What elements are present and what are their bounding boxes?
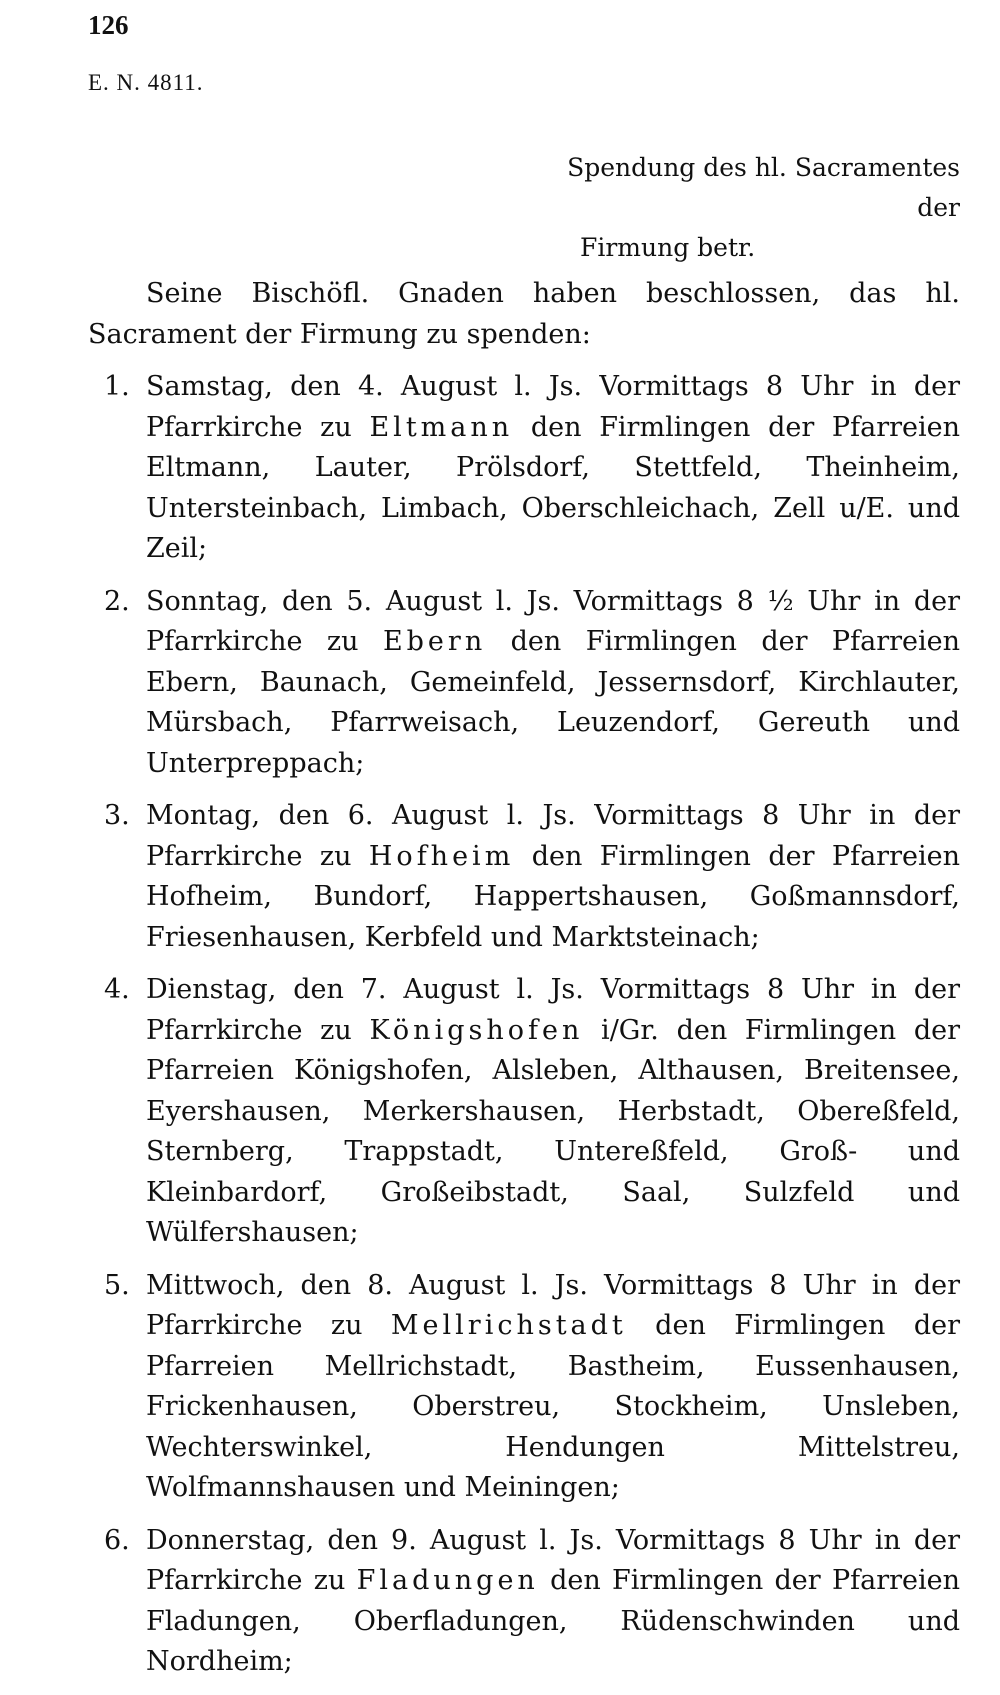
schedule-item (88, 582, 960, 785)
item-text-before: Samstag, den 4. August l. Js. Vormittags 8 Uhr in der Pfarrkirche zu (146, 371, 960, 443)
item-number: 4. (104, 974, 130, 1005)
item-text (146, 367, 960, 570)
item-place: Eltmann (369, 411, 514, 443)
item-number: 2. (104, 585, 130, 617)
item-text-after: den Firmlingen der Pfarreien Ebern, Baunach, Gemeinfeld, Jessernsdorf, Kirchlauter, Mürsbach, Pfarrweisach, Leuzendorf, Gereuth und Unterpreppach; (146, 626, 960, 779)
item-place: Hofheim (368, 840, 515, 872)
document-body (88, 274, 960, 1695)
item-number: 6. (104, 1524, 130, 1556)
reference-number: E. N. 4811. (88, 70, 204, 95)
subject-heading (520, 148, 960, 268)
item-text (146, 1266, 960, 1509)
item-text-before: Mittwoch, den 8. August l. Js. Vormittags 8 Uhr in der Pfarrkirche zu (146, 1269, 960, 1341)
intro-paragraph: Seine Bischöfl. Gnaden haben beschlossen, das hl. Sacrament der Firmung zu spenden: (88, 278, 960, 350)
item-text (146, 970, 960, 1254)
schedule-item (88, 367, 960, 570)
item-text-before: Dienstag, den 7. August l. Js. Vormittags 8 Uhr in der Pfarrkirche zu (146, 974, 960, 1046)
item-text (146, 1521, 960, 1683)
item-text-after: den Firmlingen der Pfarreien Fladungen, Oberfladungen, Rüdenschwinden und Nordheim; (146, 1565, 960, 1677)
item-place: Ebern (382, 626, 487, 657)
item-place: Königshofen (369, 1014, 584, 1046)
item-place: Fladungen (356, 1565, 539, 1596)
item-text-after: i/Gr. den Firmlingen der Pfarreien Königshofen, Alsleben, Althausen, Breitensee, Eyershausen, Merkershausen, Herbstadt, Obereßfeld, Sternberg, Trappstadt, Untereßfeld, Groß- und Kleinbardorf, Großeibstadt, Saal, Sulzfeld und Wülfershausen; (146, 1014, 960, 1248)
page-number: 126 (88, 10, 129, 40)
subject-line-1: Spendung des hl. Sacramentes der (567, 153, 960, 222)
item-text-before: Donnerstag, den 9. August l. Js. Vormittags 8 Uhr in der Pfarrkirche zu (146, 1524, 960, 1596)
schedule-item (88, 796, 960, 958)
item-text (146, 582, 960, 785)
item-text-before: Sonntag, den 5. August l. Js. Vormittags 8 ½ Uhr in der Pfarrkirche zu (146, 585, 960, 657)
item-place: Mellrichstadt (390, 1310, 627, 1341)
item-text (146, 796, 960, 958)
schedule-item (88, 1521, 960, 1683)
item-text-after: den Firmlingen der Pfarreien Mellrichstadt, Bastheim, Eussenhausen, Frickenhausen, Oberstreu, Stockheim, Unsleben, Wechterswinkel, Hendungen Mittelstreu, Wolfmannshausen und Meiningen; (146, 1310, 960, 1503)
item-text-after: den Firmlingen der Pfarreien Hofheim, Bundorf, Happertshausen, Goßmannsdorf, Friesenhausen, Kerbfeld und Marktsteinach; (146, 840, 960, 953)
item-number: 5. (104, 1269, 130, 1301)
item-text-after: den Firmlingen der Pfarreien Eltmann, Lauter, Prölsdorf, Stettfeld, Theinheim, Untersteinbach, Limbach, Oberschleichach, Zell u/E. und Zeil; (146, 411, 960, 564)
item-text-before: Montag, den 6. August l. Js. Vormittags 8 Uhr in der Pfarrkirche zu (146, 800, 960, 872)
schedule-item (88, 970, 960, 1254)
schedule-item (88, 1266, 960, 1509)
item-number: 1. (104, 371, 130, 402)
item-number: 3. (104, 800, 130, 831)
subject-line-2: Firmung betr. (580, 233, 756, 262)
